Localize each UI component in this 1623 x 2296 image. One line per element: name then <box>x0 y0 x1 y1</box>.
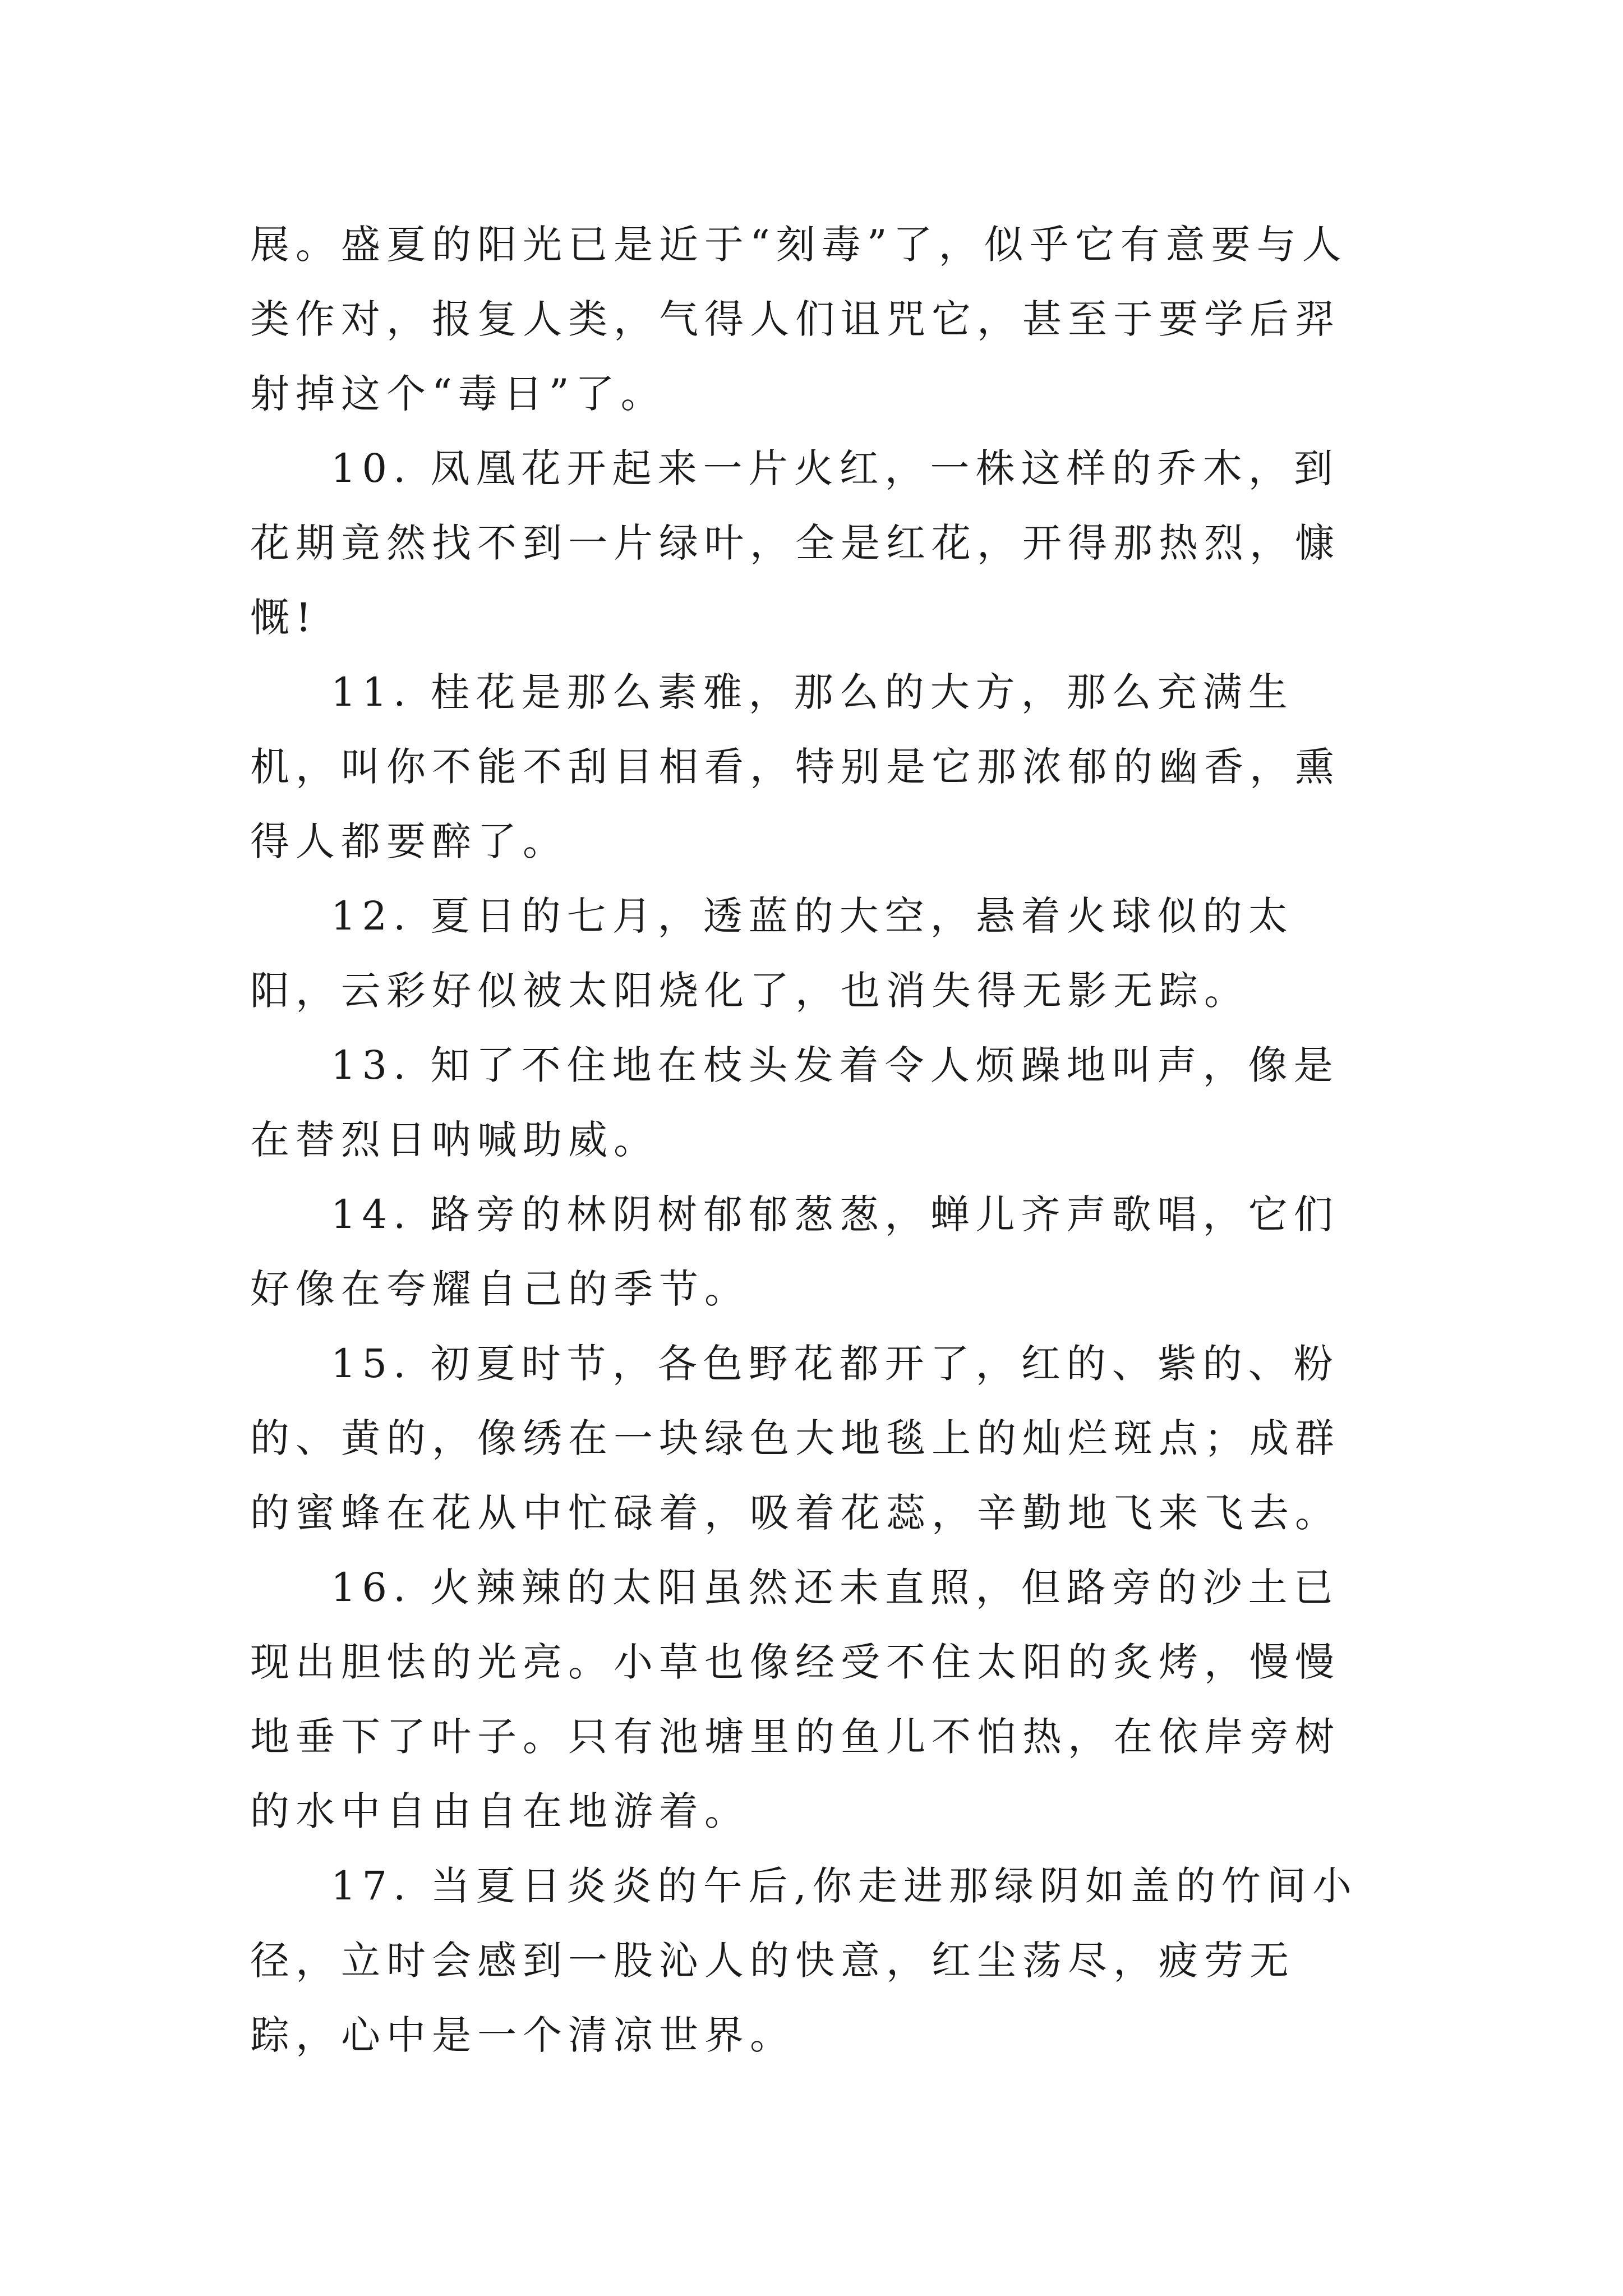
paragraph-item-13: 13. 知了不住地在枝头发着令人烦躁地叫声，像是在替烈日呐喊助威。 <box>250 1042 1339 1163</box>
paragraph-item-16: 16. 火辣辣的太阳虽然还未直照，但路旁的沙土已现出胆怯的光亮。小草也像经受不住太阳的炙烤，慢慢地垂下了叶子。只有池塘里的鱼儿不怕热，在依岸旁树的水中自由自在地游着。 <box>250 1565 1340 1834</box>
paragraph-continuation: 展。盛夏的阳光已是近于“刻毒”了，似乎它有意要与人类作对，报复人类，气得人们诅咒它，甚至于要学后羿射掉这个“毒日”了。 <box>250 222 1348 417</box>
paragraph-item-11: 11. 桂花是那么素雅，那么的大方，那么充满生机，叫你不能不刮目相看，特别是它那浓郁的幽香，熏得人都要醉了。 <box>250 669 1340 864</box>
paragraph-item-17: 17. 当夏日炎炎的午后,你走进那绿阴如盖的竹间小径，立时会感到一股沁人的快意，红尘荡尽，疲劳无踪，心中是一个清凉世界。 <box>250 1863 1358 2058</box>
paragraph-item-10: 10. 凤凰花开起来一片火红，一株这样的乔木，到花期竟然找不到一片绿叶，全是红花，开得那热烈，慷慨! <box>250 445 1340 641</box>
document-page <box>250 208 1377 2073</box>
paragraph-item-12: 12. 夏日的七月，透蓝的大空，悬着火球似的太阳，云彩好似被太阳烧化了，也消失得无影无踪。 <box>250 893 1294 1014</box>
paragraph-item-15: 15. 初夏时节，各色野花都开了，红的、紫的、粉的、黄的，像绣在一块绿色大地毯上的灿烂斑点；成群的蜜蜂在花从中忙碌着，吸着花蕊，辛勤地飞来飞去。 <box>250 1341 1340 1536</box>
paragraph-item-14: 14. 路旁的林阴树郁郁葱葱，蝉儿齐声歌唱，它们好像在夸耀自己的季节。 <box>250 1191 1339 1312</box>
